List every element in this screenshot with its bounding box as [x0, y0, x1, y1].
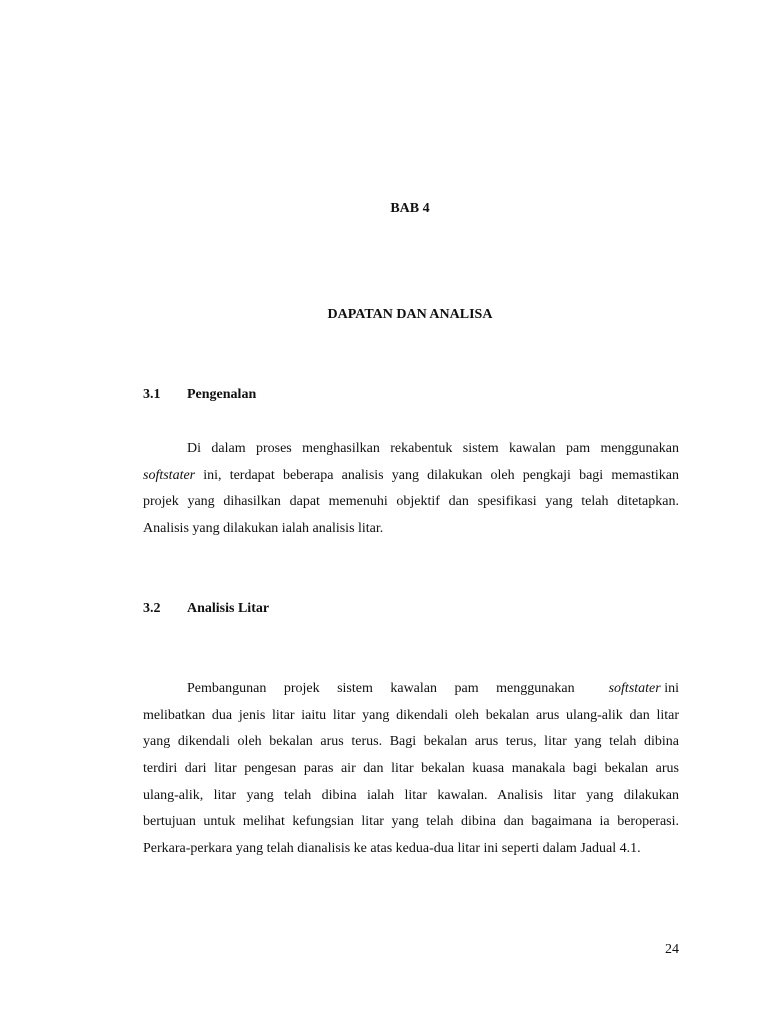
- chapter-title: DAPATAN DAN ANALISA: [327, 307, 493, 322]
- paragraph-line: Di dalam proses menghasilkan rekabentuk sistem kawalan pam menggunakan: [187, 441, 679, 456]
- paragraph-line: bertujuan untuk melihat kefungsian litar yang telah dibina dan bagaimana ia beroperasi.: [143, 814, 679, 830]
- paragraph-line: melibatkan dua jenis litar iaitu litar yang dikendali oleh bekalan arus ulang-alik dan litar: [143, 707, 679, 723]
- paragraph-line: Pembangunan projek sistem kawalan pam menggunakan softstater ini: [187, 681, 679, 696]
- chapter-number: BAB 4: [390, 201, 430, 216]
- paragraph-line: ulang-alik, litar yang telah dibina ialah litar kawalan. Analisis litar yang dilakukan: [143, 787, 679, 803]
- page-number: 24: [665, 942, 679, 957]
- paragraph-line: softstater ini, terdapat beberapa analisis yang dilakukan oleh pengkaji bagi memastikan: [143, 467, 679, 483]
- section-number: 3.1: [143, 387, 161, 402]
- section-heading-pengenalan: [143, 387, 256, 403]
- paragraph-analysis: [143, 676, 679, 863]
- italic-term: softstater: [608, 681, 661, 696]
- paragraph-line: terdiri dari litar pengesan paras air dan litar bekalan kuasa manakala bagi bekalan arus: [143, 761, 679, 777]
- section-title: Pengenalan: [187, 387, 257, 402]
- paragraph-line: projek yang dihasilkan dapat memenuhi objektif dan spesifikasi yang telah ditetapkan.: [143, 494, 679, 510]
- paragraph-line: Analisis yang dilakukan ialah analisis litar.: [143, 521, 384, 537]
- paragraph-line: yang dikendali oleh bekalan arus terus. Bagi bekalan arus terus, litar yang telah dibina: [143, 734, 679, 750]
- italic-term: softstater: [143, 467, 196, 483]
- section-number: 3.2: [143, 601, 161, 616]
- paragraph-intro: [143, 436, 679, 543]
- section-title: Analisis Litar: [187, 601, 270, 616]
- section-heading-analisis-litar: [143, 601, 269, 617]
- paragraph-line: Perkara-perkara yang telah dianalisis ke atas kedua-dua litar ini seperti dalam Jadual 4.1.: [143, 841, 641, 857]
